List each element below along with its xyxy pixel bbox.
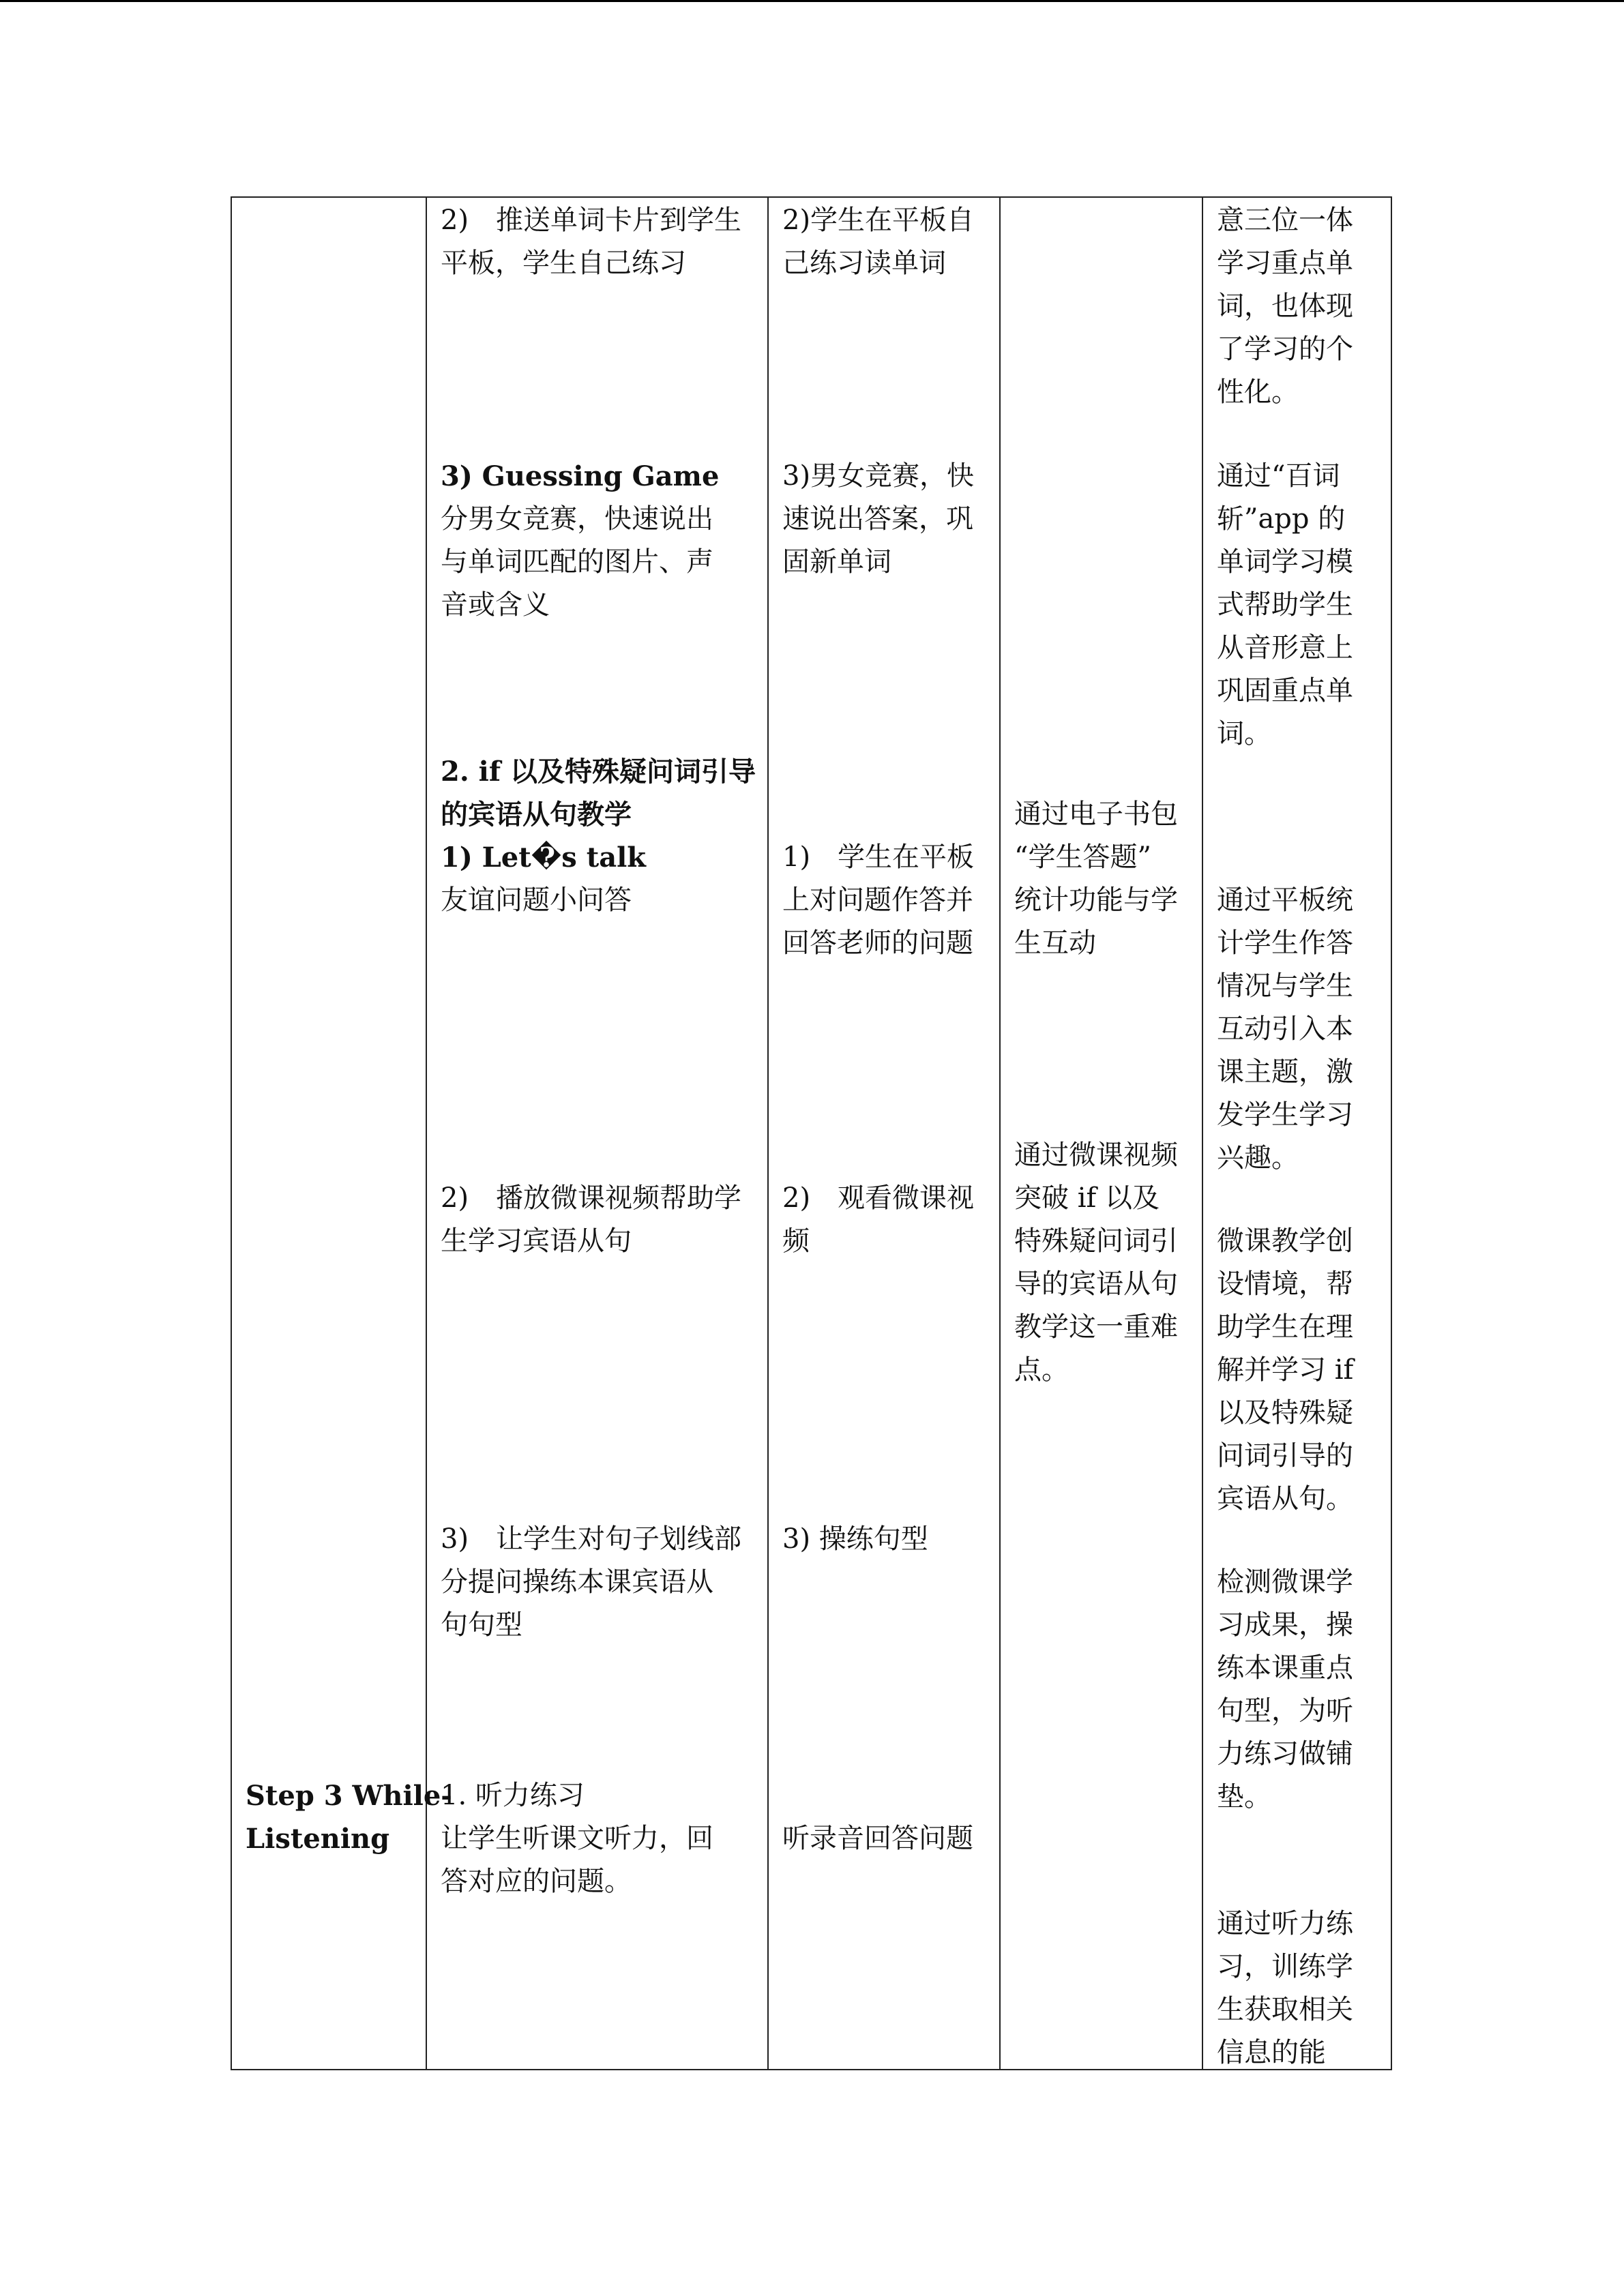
column-divider-3 [999, 196, 1001, 2070]
teacher-push-cards: 2) 推送单词卡片到学生 平板，学生自己练习 [441, 205, 742, 279]
column-divider-4 [1202, 196, 1203, 2070]
intent-listening-skill: 通过听力练 习，训练学 生获取相关 信息的能 [1217, 1908, 1353, 2068]
page-top-border [0, 0, 1624, 2]
student-listen-answer: 听录音回答问题 [782, 1823, 973, 1854]
step-label: Step 3 While- Listening [246, 1780, 452, 1855]
student-compete: 3)男女竞赛，快 速说出答案，巩 固新单词 [782, 460, 975, 578]
teacher-listening: 1. 听力练习 让学生听课文听力，回 答对应的问题。 [441, 1780, 713, 1897]
student-drill: 3) 操练句型 [782, 1523, 928, 1555]
student-watch-video: 2) 观看微课视 频 [782, 1182, 975, 1257]
intent-check-results: 检测微课学 习成果，操 练本课重点 句型，为听 力练习做铺 垫。 [1217, 1566, 1353, 1813]
intent-personalized: 意三位一体 学习重点单 词，也体现 了学习的个 性化。 [1217, 205, 1353, 408]
teacher-friendship-qa: 友谊问题小问答 [441, 884, 632, 916]
teacher-guessing-title: 3) Guessing Game [441, 460, 720, 492]
teacher-micro-video: 2) 播放微课视频帮助学 生学习宾语从句 [441, 1182, 742, 1257]
teacher-guessing-desc: 分男女竞赛，快速说出 与单词匹配的图片、声 音或含义 [441, 503, 713, 621]
intent-tablet-stats: 通过平板统 计学生作答 情况与学生 互动引入本 课主题，激 发学生学习 兴趣。 [1217, 884, 1353, 1174]
student-read-words: 2)学生在平板自 己练习读单词 [782, 205, 975, 279]
teacher-sentence-drill: 3) 让学生对句子划线部 分提问操练本课宾语从 句句型 [441, 1523, 742, 1641]
intent-baicizhan: 通过“百词 斩”app 的 单词学习模 式帮助学生 从音形意上 巩固重点单 词。 [1217, 460, 1353, 749]
tech-micro-video: 通过微课视频 突破 if 以及 特殊疑问词引 导的宾语从句 教学这一重难 点。 [1014, 1139, 1178, 1386]
intent-micro-teaching: 微课教学创 设情境，帮 助学生在理 解并学习 if 以及特殊疑 问词引导的 宾语从句。 [1217, 1225, 1354, 1515]
student-answer-questions: 1) 学生在平板 上对问题作答并 回答老师的问题 [782, 841, 975, 959]
teacher-clause-title: 2. if 以及特殊疑问词引导 的宾语从句教学 1) Let�s talk [441, 756, 756, 874]
column-divider-2 [767, 196, 769, 2070]
tech-ebag-stats: 通过电子书包 “学生答题” 统计功能与学 生互动 [1014, 799, 1178, 959]
